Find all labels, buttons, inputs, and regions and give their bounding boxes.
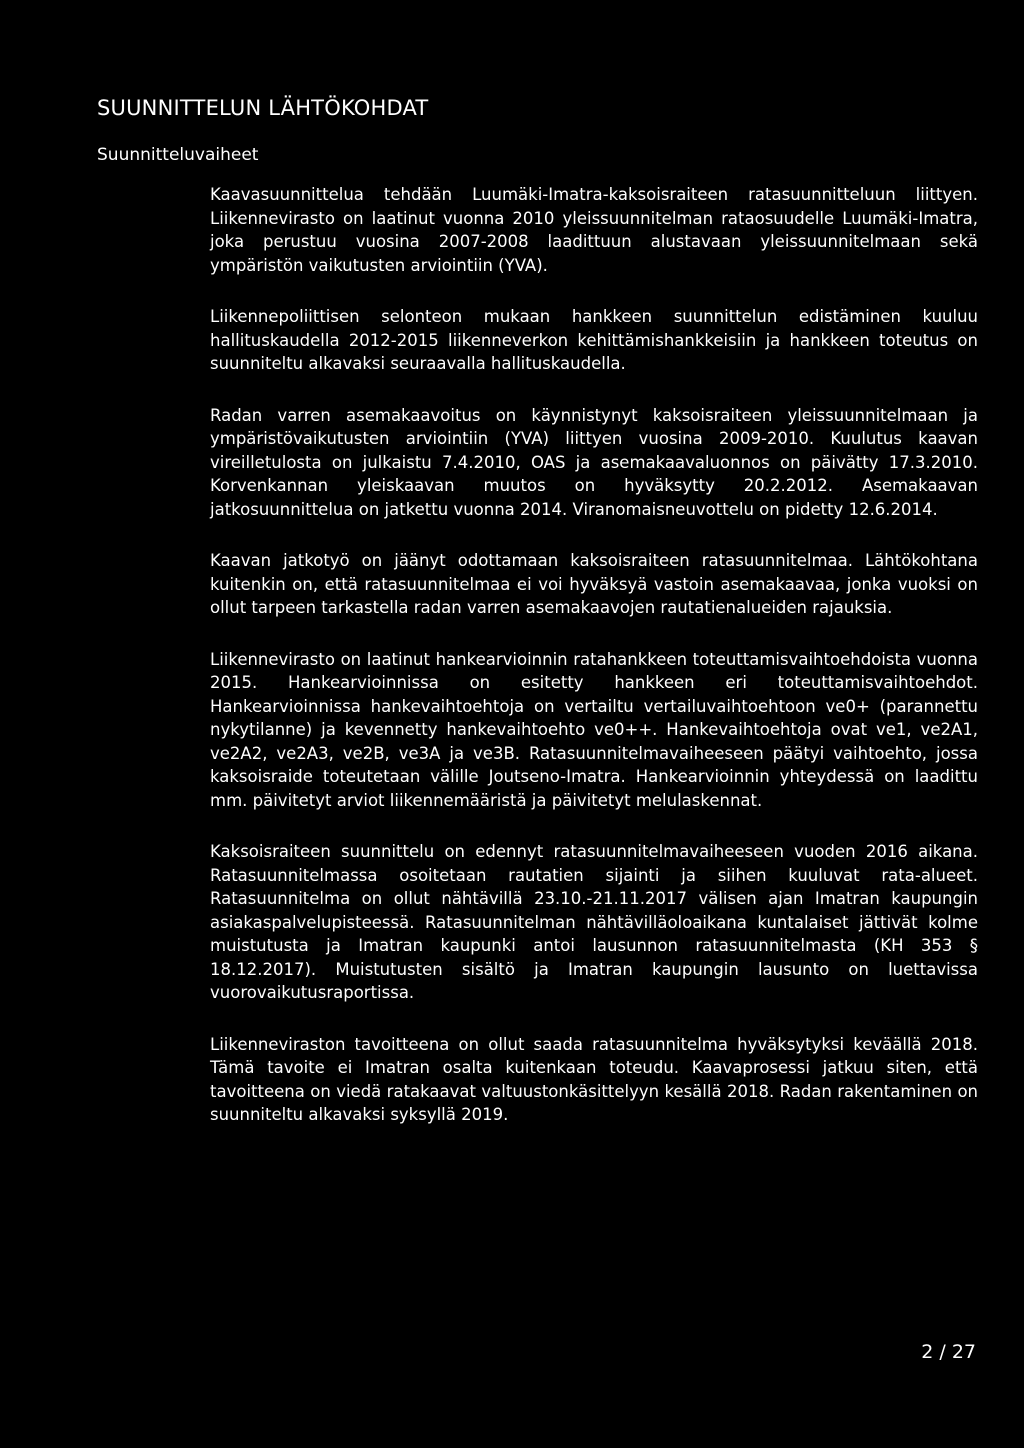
paragraph-railway-plan: Kaksoisraiteen suunnittelu on edennyt ratasuunnitelmavaiheeseen vuoden 2016 aikana. Ratasuunnitelmassa osoitetaan rautatien sijainti ja siihen kuuluvat rata-alueet. Ratasuunnitelma on ollut nähtävillä 23.10.-21.11.2017 välisen ajan Imatran kaupungin asiakaspalvelupisteessä. Ratasuunnitelman nähtävilläoloaikana kuntalaiset jättivät kolme muistutusta ja Imatran kaupunki antoi lausunnon ratasuunnitelmasta (KH 353 § 18.12.2017). Muistutusten sisältö ja Imatran kaupungin lausunto on luettavissa vuorovaikutusraportissa. [210,842,978,1002]
paragraph-zoning-history: Radan varren asemakaavoitus on käynnistynyt kaksoisraiteen yleissuunnitelmaan ja ympäristövaikutusten arviointiin (YVA) liittyen vuosina 2009-2010. Kuulutus kaavan vireilletulosta on julkaistu 7.4.2010, OAS ja asemakaavaluonnos on päivätty 17.3.2010. Korvenkannan yleiskaavan muutos on hyväksytty 20.2.2012. Asemakaavan jatkosuunnittelua on jatkettu vuonna 2014. Viranomaisneuvottelu on pidetty 12.6.2014. [210,405,978,519]
paragraph-policy: Liikennepoliittisen selonteon mukaan hankkeen suunnittelun edistäminen kuuluu hallituskaudella 2012-2015 liikenneverkon kehittämishankkeisiin ja hankkeen toteutus on suunniteltu alkavaksi seuraavalla hallituskaudella. [210,307,978,373]
paragraph-schedule: Liikenneviraston tavoitteena on ollut saada ratasuunnitelma hyväksytyksi keväällä 2018. Tämä tavoite ei Imatran osalta kuitenkaan toteudu. Kaavaprosessi jatkuu siten, että tavoitteena on viedä ratakaavat valtuustonkäsittelyyn kesällä 2018. Radan rakentaminen on suunniteltu alkavaksi syksyllä 2019. [210,1034,978,1124]
paragraph-continuation: Kaavan jatkotyö on jäänyt odottamaan kaksoisraiteen ratasuunnitelmaa. Lähtökohtana kuitenkin on, että ratasuunnitelmaa ei voi hyväksyä vastoin asemakaavaa, jonka vuoksi on ollut tarpeen tarkastella radan varren asemakaavojen rautatienalueiden rajauksia. [210,551,978,617]
paragraph-project-assessment: Liikennevirasto on laatinut hankearvioinnin ratahankkeen toteuttamisvaihtoehdoista vuonna 2015. Hankearvioinnissa on esitetty hankkeen eri toteuttamisvaihtoehdot. Hankearvioinnissa hankevaihtoehtoja on vertailtu vertailuvaihtoehtoon ve0+ (parannettu nykytilanne) ja kevennetty hankevaihtoehto ve0++. Hankevaihtoehtoja ovat ve1, ve2A1, ve2A2, ve2A3, ve2B, ve3A ja ve3B. Ratasuunnitelmavaiheeseen päätyi vaihtoehto, jossa kaksoisraide toteutetaan välille Joutseno-Imatra. Hankearvioinnin yhteydessä on laadittu mm. päivitetyt arviot liikennemääristä ja päivitetyt melulaskennat. [210,649,978,810]
section-title: SUUNNITTELUN LÄHTÖKOHDAT [97,96,429,120]
body-text [210,183,978,1155]
paragraph-background: Kaavasuunnittelua tehdään Luumäki-Imatra-kaksoisraiteen ratasuunnitteluun liittyen. Liikennevirasto on laatinut vuonna 2010 yleissuunnitelman rataosuudelle Luumäki-Imatra, joka perustuu vuosina 2007-2008 laadittuun alustavaan yleissuunnitelmaan sekä ympäristön vaikutusten arviointiin (YVA). [210,185,978,275]
section-subtitle: Suunnitteluvaiheet [97,145,259,165]
page-number: 2 / 27 [921,1341,976,1363]
